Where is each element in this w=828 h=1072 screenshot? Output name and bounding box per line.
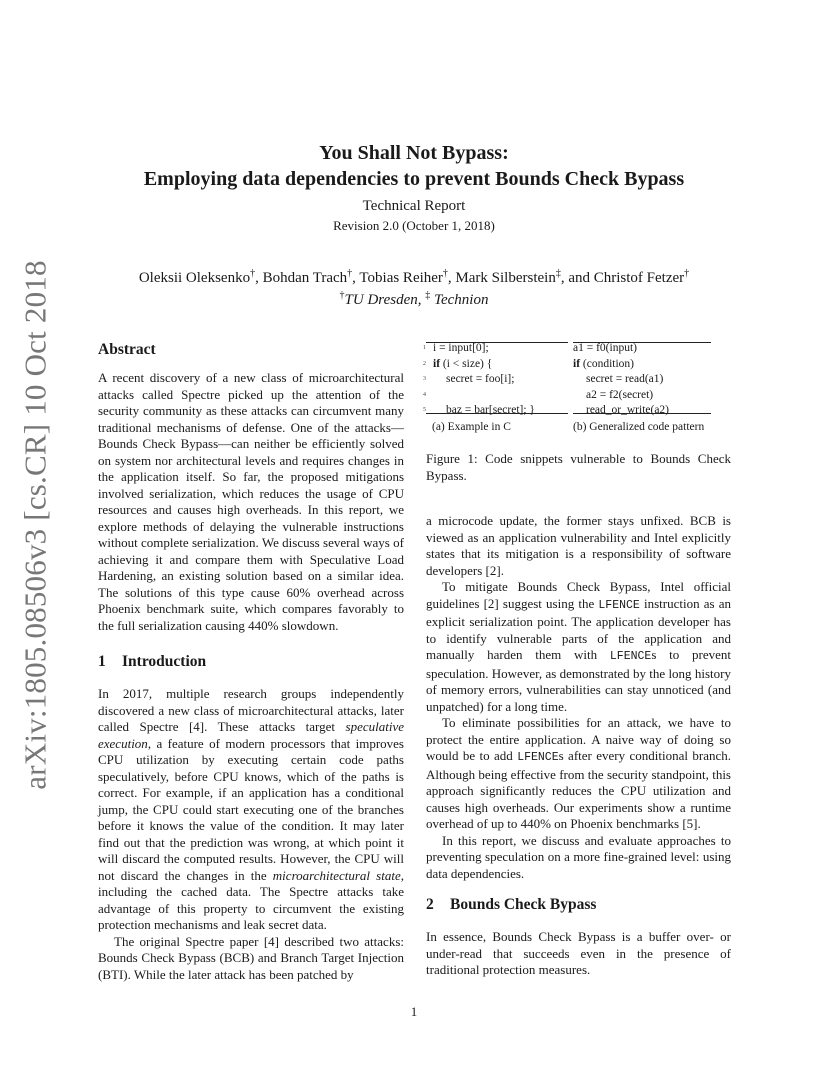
arxiv-id: arXiv:1805.08506v3 [cs.CR] 10 Oct 2018 <box>18 260 54 790</box>
bcb-body <box>426 929 731 979</box>
bcb-paragraph-1: In essence, Bounds Check Bypass is a buffer over- or under-read that succeeds even in the presence of traditional protection measures. <box>426 929 731 977</box>
paper-title <box>60 140 768 192</box>
author: Tobias Reiher†, <box>359 268 456 286</box>
intro-paragraph-5: To eliminate possibilities for an attack, we have to protect the entire application. A naive way of doing so would be to add LFENCEs after every conditional branch. Although being effective from the security standpoint, this approach significantly reduces the CPU utilization and causes high overheads. Our experiments show a runtime overhead of up to 440% on Phoenix benchmarks [5]. <box>426 715 731 831</box>
intro-right-column <box>426 513 731 882</box>
author: Bohdan Trach†, <box>262 268 360 286</box>
intro-paragraph-4: To mitigate Bounds Check Bypass, Intel official guidelines [2] suggest using the LFENCE instruction as an explicit serialization point. The application developer has to identify vulnerable parts of the application and manually harden them with LFENCEs to prevent speculation. However, as demonstrated by the long history of memory errors, vulnerabilities can stay unnoticed (and unpatched) for a long time. <box>426 579 732 714</box>
page-number: 1 <box>410 1004 418 1019</box>
code-generalized-pattern: a1 = f0(input) if (condition) secret = read(a1) a2 = f2(secret) read_or_write(a2) <box>573 342 670 416</box>
subcaption-a: (a) Example in C <box>432 421 511 433</box>
author: Mark Silberstein‡, and <box>455 268 594 286</box>
section-2-heading: 2 Bounds Check Bypass <box>426 896 597 913</box>
abstract-body <box>98 370 404 634</box>
intro-paragraph-2: The original Spectre paper [4] described two attacks: Bounds Check Bypass (BCB) and Branch Target Injection (BTI). While the later attack has been patched by <box>98 933 404 982</box>
author-list <box>60 268 768 287</box>
intro-paragraph-6: In this report, we discuss and evaluate approaches to preventing speculation on a more fine-grained level: using data dependencies. <box>426 832 731 881</box>
intro-left-column <box>98 686 404 983</box>
title-line-1: You Shall Not Bypass: <box>319 142 509 164</box>
figure-rule <box>573 413 711 414</box>
figure-caption: Figure 1: Code snippets vulnerable to Bounds Check Bypass. <box>426 451 731 483</box>
author: Oleksii Oleksenko†, <box>138 268 263 286</box>
arxiv-stamp <box>12 260 60 790</box>
intro-paragraph-1: In 2017, multiple research groups independently discovered a new class of microarchitectural attacks, later called Spectre [4]. These attacks target speculative execution, a feature of modern processors that improves CPU utilization by executing certain code paths speculatively, before CPU knows, which of the paths is correct. For example, if an application has a conditional jump, the CPU could start executing one of the branches before it knows the value of the condition. It may later find out that the prediction was wrong, at which point it will discard the computed results. However, the CPU will not discard the changes in the microarchitectural state, including the cached data. The Spectre attacks take advantage of this property to circumvent the existing protection mechanisms and leak secret data. <box>98 686 404 932</box>
abstract-text: A recent discovery of a new class of microarchitectural attacks called Spectre picked up the attention of the security community as these attacks can circumvent many traditional mechanisms of defense. One of the attacks—Bounds Check Bypass—can neither be efficiently solved on system nor architectural levels and requires changes in the application itself. So far, the proposed mitigations involved serialization, which reduces the usage of CPU resources and causes high overheads. In this report, we explore methods of delaying the vulnerable instructions without complete serialization. We discuss several ways of achieving it and compare them with Speculative Load Hardening, an existing solution based on a similar idea. The solutions of this type cause 60% overhead across Phoenix benchmark suite, which compares favorably to the full serialization causing 440% slowdown. <box>98 370 404 633</box>
intro-paragraph-3: a microcode update, the former stays unfixed. BCB is viewed as an application vulnerability and Intel explicitly states that its mitigation is a responsibility of software developers [2]. <box>426 513 731 578</box>
affiliations: †TU Dresden, ‡ Technion <box>339 290 489 308</box>
author: Christof Fetzer† <box>593 268 690 286</box>
figure-rule <box>426 413 568 414</box>
abstract-heading: Abstract <box>98 341 156 358</box>
code-example-c: 1 i = input[0]; 2 if (i < size) { 3 secret = foo[i]; 4 5 baz = bar[secret]; } <box>423 342 535 416</box>
subcaption-b: (b) Generalized code pattern <box>573 421 705 433</box>
revision: Revision 2.0 (October 1, 2018) <box>333 218 495 233</box>
report-type: Technical Report <box>362 198 466 214</box>
section-1-heading: 1 Introduction <box>98 653 207 670</box>
title-line-2: Employing data dependencies to prevent Bounds Check Bypass <box>143 168 685 190</box>
